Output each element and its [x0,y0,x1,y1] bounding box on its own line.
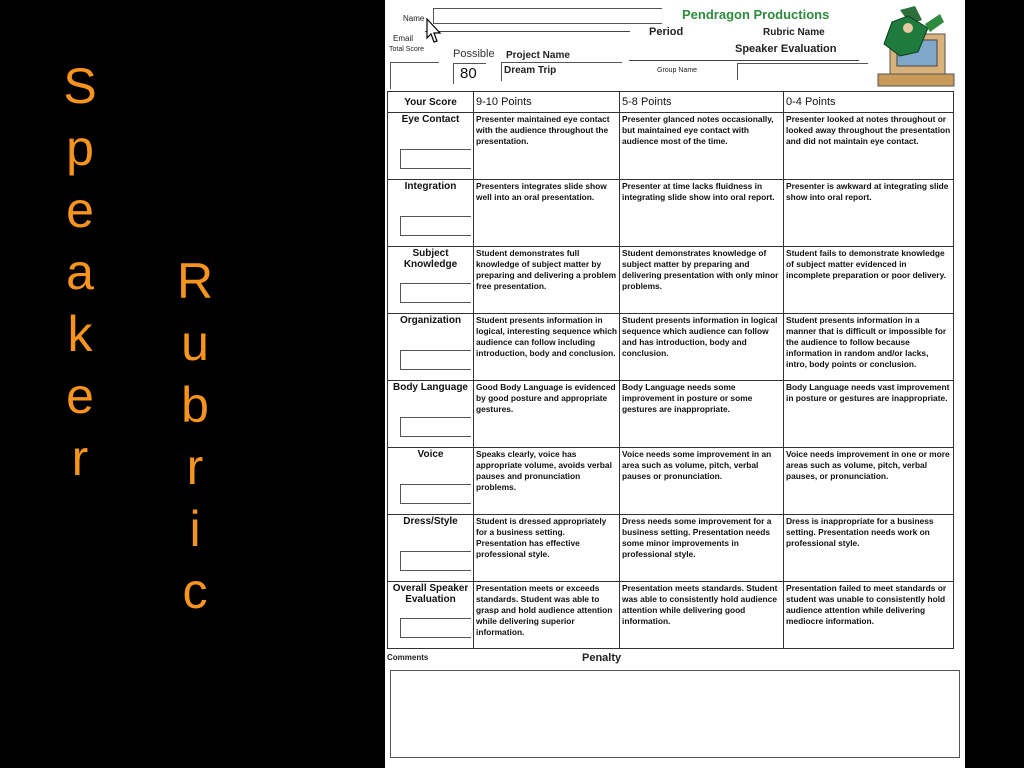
rubric-row [388,448,954,515]
computer-wizard-clipart-icon [870,4,960,90]
descriptor-low: Presenter looked at notes throughout or looked away throughout the presentation and did not maintain eye contact. [784,113,954,180]
descriptor-low: Voice needs improvement in one or more areas such as volume, pitch, verbal pauses, or pronunciation. [784,448,954,515]
descriptor-low: Body Language needs vast improvement in posture or gestures are inappropriate. [784,381,954,448]
title-letter: k [67,306,93,362]
descriptor-mid: Dress needs some improvement for a business setting. Presentation needs some minor improvements in professional style. [620,515,784,582]
group-name-label: Group Name [657,67,698,74]
descriptor-mid: Student presents information in logical sequence which audience can follow and has introduction, body and conclusion. [620,314,784,381]
descriptor-low: Dress is inappropriate for a business setting. Presentation needs work on professional style. [784,515,954,582]
criterion-cell [388,381,474,448]
title-letter: i [189,501,201,557]
title-letter: r [71,430,89,486]
descriptor-low: Presenter is awkward at integrating slide show into oral report. [784,180,954,247]
criterion-cell [388,582,474,649]
title-letter: c [182,563,208,619]
period-label: Period [649,26,684,38]
descriptor-high: Presentation meets or exceeds standards. Student was able to grasp and hold audience attention while delivering superior information. [474,582,620,649]
rubric-row [388,113,954,180]
title-letter: r [186,439,204,495]
score-input[interactable] [400,283,471,303]
criterion-label: Voice [417,449,444,460]
header-low-points: 0-4 Points [784,92,954,113]
criterion-label: Overall Speaker Evaluation [392,583,469,605]
criterion-cell [388,314,474,381]
rubric-row [388,247,954,314]
descriptor-mid: Voice needs some improvement in an area such as volume, pitch, verbal pauses or pronunciation. [620,448,784,515]
criterion-label: Body Language [392,382,468,393]
title-letter: R [176,253,214,309]
title-speaker [60,55,100,489]
total-score-field[interactable] [390,62,439,89]
score-input[interactable] [400,216,471,236]
rubric-row [388,314,954,381]
criterion-label: Subject Knowledge [403,248,458,270]
criterion-cell [388,515,474,582]
email-label: Email [393,34,414,43]
descriptor-low: Student presents information in a manner that is difficult or impossible for the audience to follow because information in random and/or lacks, intro, body points or conclusion. [784,314,954,381]
criterion-cell [388,247,474,314]
rubric-sheet [385,0,965,768]
header-mid-points: 5-8 Points [620,92,784,113]
name-field[interactable] [433,8,662,24]
descriptor-mid: Student demonstrates knowledge of subject matter by preparing and delivering presentation with only minor problems. [620,247,784,314]
name-label: Name [403,14,425,23]
comments-label: Comments [387,653,429,662]
criterion-label: Integration [404,181,457,192]
penalty-label: Penalty [582,652,622,664]
total-score-label: Total Score [389,46,425,53]
criterion-label: Organization [399,315,462,326]
project-name-value: Dream Trip [504,65,557,76]
score-input[interactable] [400,350,471,370]
comments-field[interactable] [390,670,960,758]
descriptor-mid: Presentation meets standards. Student was able to consistently hold audience attention while delivering good information. [620,582,784,649]
descriptor-high: Presenter maintained eye contact with the audience throughout the presentation. [474,113,620,180]
descriptor-mid: Body Language needs some improvement in posture or some gestures are inappropriate. [620,381,784,448]
rubric-row [388,582,954,649]
rubric-name-label: Rubric Name [763,27,825,38]
criterion-cell [388,113,474,180]
descriptor-high: Presenters integrates slide show well into an oral presentation. [474,180,620,247]
group-name-field[interactable] [737,63,868,80]
project-name-label: Project Name [506,50,570,61]
score-input[interactable] [400,484,471,504]
criterion-cell [388,180,474,247]
score-input[interactable] [400,618,471,638]
criterion-label: Dress/Style [403,516,458,527]
descriptor-low: Student fails to demonstrate knowledge of subject matter evidenced in incomplete preparation or poor delivery. [784,247,954,314]
title-letter: e [66,368,94,424]
title-letter: a [66,244,94,300]
descriptor-high: Good Body Language is evidenced by good posture and appropriate gestures. [474,381,620,448]
descriptor-high: Student is dressed appropriately for a business setting. Presentation has effective professional style. [474,515,620,582]
arrow-cursor-icon [425,18,443,44]
rubric-name-value: Speaker Evaluation [735,43,837,55]
rubric-row [388,381,954,448]
title-rubric [175,250,215,622]
title-letter: b [181,377,209,433]
email-line [425,31,630,32]
title-letter: p [66,120,94,176]
rubric-name-line [629,60,859,61]
descriptor-mid: Presenter glanced notes occasionally, but maintained eye contact with audience most of the time. [620,113,784,180]
rubric-row [388,515,954,582]
possible-value: 80 [460,65,477,82]
header-your-score: Your Score [388,92,474,113]
descriptor-high: Student demonstrates full knowledge of subject matter by preparing and delivering a problem free presentation. [474,247,620,314]
criterion-cell [388,448,474,515]
descriptor-mid: Presenter at time lacks fluidness in integrating slide show into oral report. [620,180,784,247]
descriptor-low: Presentation failed to meet standards or student was unable to consistently hold audience attention while delivering mediocre information. [784,582,954,649]
possible-label: Possible [453,48,495,60]
score-input[interactable] [400,149,471,169]
rubric-row [388,180,954,247]
score-input[interactable] [400,551,471,571]
title-letter: u [181,315,209,371]
rubric-table [387,91,954,649]
title-letter: S [63,58,97,114]
criterion-label: Eye Contact [401,114,460,125]
title-letter: e [66,182,94,238]
descriptor-high: Student presents information in logical, interesting sequence which audience can follow including introduction, body and conclusion. [474,314,620,381]
header-high-points: 9-10 Points [474,92,620,113]
score-input[interactable] [400,417,471,437]
descriptor-high: Speaks clearly, voice has appropriate volume, avoids verbal pauses and pronunciation problems. [474,448,620,515]
company-name: Pendragon Productions [682,7,830,22]
